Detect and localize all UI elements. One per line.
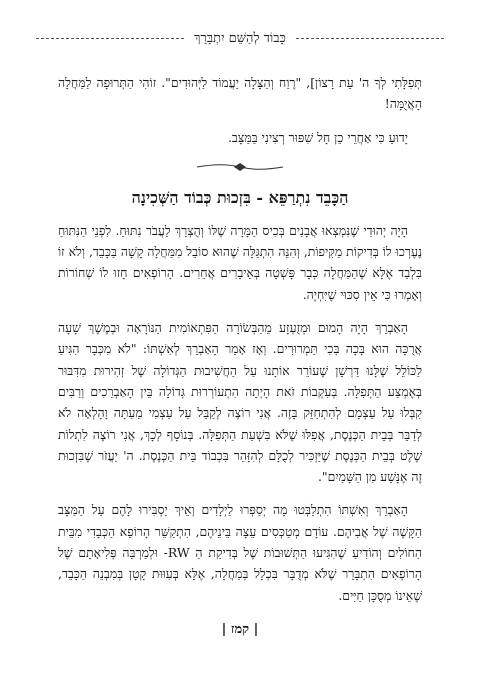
intro-paragraph: תְּפִלָּתִי לְךָ ה' עֵת רָצוֹן], "רֶוַח וְהַצָּלָה יַעֲמוֹד לַיְּהוּדִים". זוֹהִי הַתְּרוּפָה לַמַּחֲלָה הָאֲיֻמָּה!: [58, 75, 422, 112]
ornament-icon: [195, 160, 285, 174]
body-paragraph: הָיָה יְהוּדִי שֶׁנִּמְצְאוּ אֲבָנִים בְּכִיס הַמָּרָה שֶׁלּוֹ וְהֻצְרַךְ לַעֲבֹר נִתּוּחַ. לִפְנֵי הַנִּתּוּחַ נֶעֶרְכוּ לוֹ בְּדִיקוֹת מַקִּיפוֹת, וְהִנֵּה הִתְגַּלָּה שֶׁהוּא סוֹבֵל מִמַּחֲלָה קָשָׁה בַּכָּבֵד, וְלֹא זוֹ בִּלְבַד אֶלָּא שֶׁהַמַּחֲלָה כְּבָר פָּשְׁטָה בְּאֵיבָרִים אֲחֵרִים. הָרוֹפְאִים חָזוּ לוֹ שְׁחוֹרוֹת וְאָמְרוּ כִּי אֵין סִכּוּי שֶׁיִּחְיֶה.: [58, 222, 422, 302]
intro-paragraph: יָדוּעַ כִּי אַחֲרֵי כֵן חָל שִׁפּוּר רְצִינִי בַּמַּצָּב.: [227, 129, 408, 145]
page-number: | קמז |: [221, 622, 259, 637]
header-rule-right: [296, 38, 444, 39]
header-title: כָּבוֹד לְהַשֵּׁם יִתְבָּרַךְ: [194, 31, 286, 46]
body-paragraph: הָאַבְרֵךְ הָיָה הָמוּם וּמְזֻעְזָע מֵהַבְּשׂוֹרָה הַפִּתְאוֹמִית הַנּוֹרָאָה וּבְמֶשֶׁךְ שָׁעָה אֲרֻכָּה הוּא בָּכָה בְּכִי תַּמְרוּרִים. וְאָז אָמַר הָאַבְרֵךְ לְאִשְׁתּוֹ: "לֹא מִכְּבָר הִגִּיעַ לַכּוֹלֵל שֶׁלָּנוּ דַּרְשָׁן שֶׁעוֹרֵר אוֹתָנוּ עַל הַחֲשִׁיבוּת הַגְּדוֹלָה שֶׁל זְהִירוּת מִדִּבּוּר בְּאֶמְצַע הַתְּפִלָּה. בְּעִקְבוֹת זֹאת הָיְתָה הִתְעוֹרְרוּת גְּדוֹלָה בֵּין הָאַבְרֵכִים וְרַבִּים קִבְּלוּ עַל עַצְמָם לְהִתְחַזֵּק בָּזֶה. אֲנִי רוֹצֶה לְקַבֵּל עַל עַצְמִי מֵעַתָּה וָהָלְאָה לֹא לְדַבֵּר בְּבֵית הַכְּנֶסֶת, אֲפִלּוּ שֶׁלֹּא בִּשְׁעַת הַתְּפִלָּה. בְּנוֹסָף לְכָךְ, אֲנִי רוֹצֶה לִתְלוֹת שֶׁלֶט בְּבֵית הַכְּנֶסֶת שֶׁיַּזְכִּיר לְכֻלָּם לְהִזָּהֵר בִּכְבוֹד בֵּית הַכְּנֶסֶת. ה' יַעֲזֹר שֶׁבִּזְכוּת זֶה אֶנָּשַׁע מִן הַשָּׁמַיִם".: [58, 320, 422, 485]
page-content: [58, 72, 422, 618]
running-header: [36, 30, 444, 46]
header-rule-left: [36, 38, 184, 39]
section-title: הַכָּבֵד נִתְרַפֵּא - בִּזְכוּת כְּבוֹד הַשְּׁכִינָה: [131, 187, 349, 207]
ornament-divider: [58, 160, 422, 174]
body-paragraph: הָאַבְרֵךְ וְאִשְׁתּוֹ הִתְלַבְּטוּ מָה יְסַפְּרוּ לַיְלָדִים וְאֵיךְ יַסְבִּירוּ לָהֶם עַל הַמַּצָּב הַקָּשֶׁה שֶׁל אֲבִיהֶם. עוֹדָם מְטַכְּסִים עֵצָה בֵּינֵיהֶם, הִתְקַשֵּׁר הָרוֹפֵא הַכְּבָדִי מִבֵּית הַחוֹלִים וְהוֹדִיעַ שֶׁהִגִּיעוּ הַתְּשׁוּבוֹת שֶׁל בְּדִיקַת הַ RW- וּלְמַרְבֵּה פְּלִיאָתָם שֶׁל הָרוֹפְאִים הִתְבָּרֵר שֶׁלֹּא מְדֻבָּר בִּכְלָל בְּמַחֲלָה, אֶלָּא בְּעִוּוּת קָטָן בְּמִבְנֵה הַכָּבֵד, שֶׁאֵינוֹ מְסֻכָּן חַיִּים.: [58, 502, 422, 603]
